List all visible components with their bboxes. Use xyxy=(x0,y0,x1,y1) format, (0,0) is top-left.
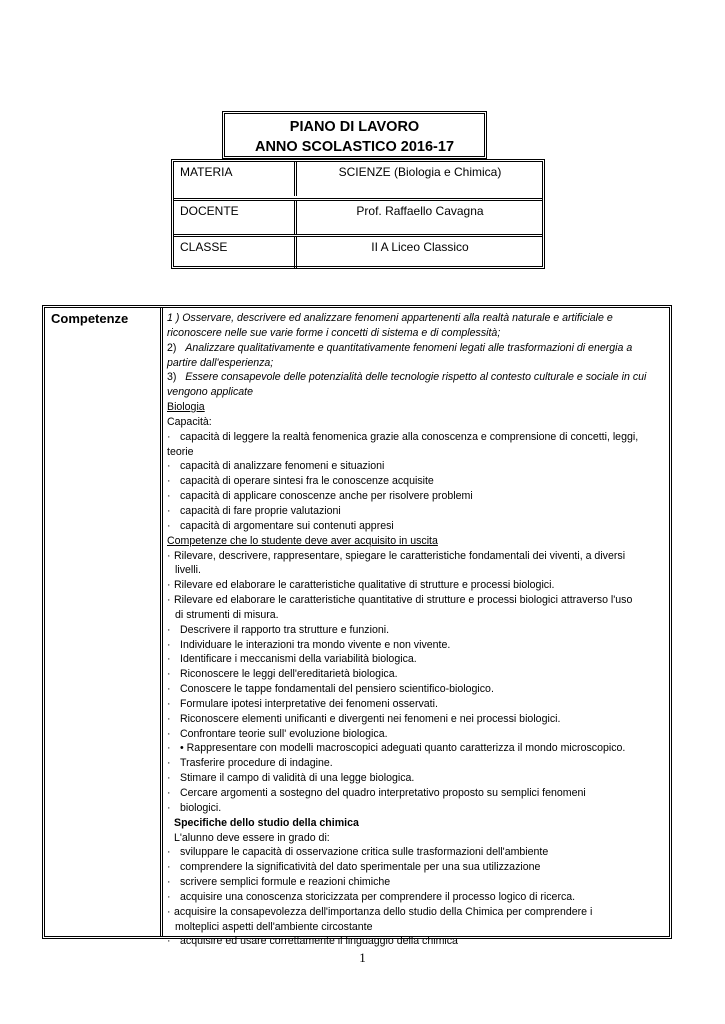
capacita-heading: Capacità: xyxy=(167,415,212,428)
list-item: · Stimare il campo di validità di una legge biologica. xyxy=(167,772,415,785)
competenze-heading: Competenze che lo studente deve aver acquisito in uscita xyxy=(167,534,438,547)
list-item: · capacità di leggere la realtà fenomenica grazie alla conoscenza e comprensione di concetti, leggi, xyxy=(167,430,639,443)
list-item: · Individuare le interazioni tra mondo vivente e non vivente. xyxy=(167,638,451,651)
list-item: · Riconoscere le leggi dell'ereditarietà biologica. xyxy=(167,668,398,681)
page-number: 1 xyxy=(359,950,366,965)
info-row-materia xyxy=(174,162,542,196)
info-row-docente xyxy=(174,198,542,235)
list-item: · capacità di analizzare fenomeni e situazioni xyxy=(167,460,385,473)
title-line-1: PIANO DI LAVORO xyxy=(289,119,420,135)
list-item: · capacità di fare proprie valutazioni xyxy=(167,504,341,517)
info-row-classe xyxy=(174,234,542,269)
chimica-heading: Specifiche dello studio della chimica xyxy=(174,816,359,829)
classe-value: II A Liceo Classico xyxy=(371,240,469,254)
list-item-cont: teorie xyxy=(167,445,194,458)
title-box xyxy=(222,111,487,159)
chimica-intro: L'alunno deve essere in grado di: xyxy=(174,831,330,844)
list-item: · Descrivere il rapporto tra strutture e funzioni. xyxy=(167,623,390,636)
list-item: · biologici. xyxy=(167,801,222,814)
list-item: · Rilevare ed elaborare le caratteristiche quantitative di strutture e processi biologici attraverso l'uso xyxy=(167,594,633,607)
intro-line: vengono applicate xyxy=(167,386,253,399)
materia-label: MATERIA xyxy=(180,165,233,179)
intro-line: 2) Analizzare qualitativamente e quantitativamente fenomeni legati alle trasformazioni di energia a xyxy=(167,341,633,354)
title-line-2: ANNO SCOLASTICO 2016-17 xyxy=(254,139,455,155)
list-item-cont: livelli. xyxy=(175,564,201,577)
list-item: · capacità di argomentare sui contenuti appresi xyxy=(167,519,394,532)
list-item: · Formulare ipotesi interpretative dei fenomeni osservati. xyxy=(167,697,438,710)
biologia-heading: Biologia xyxy=(167,401,205,414)
list-item: · capacità di operare sintesi fra le conoscenze acquisite xyxy=(167,475,434,488)
list-item: · acquisire la consapevolezza dell'importanza dello studio della Chimica per comprendere i xyxy=(167,905,593,918)
list-item-cont: di strumenti di misura. xyxy=(175,608,279,621)
list-item: · scrivere semplici formule e reazioni chimiche xyxy=(167,876,391,889)
list-item: · Confrontare teorie sull' evoluzione biologica. xyxy=(167,727,388,740)
list-item: · Rilevare, descrivere, rappresentare, spiegare le caratteristiche fondamentali dei viventi, a diversi xyxy=(167,549,626,562)
list-item: · acquisire ed usare correttamente il linguaggio della chimica xyxy=(167,935,458,948)
list-item: · Trasferire procedure di indagine. xyxy=(167,757,333,770)
list-item: · Conoscere le tappe fondamentali del pensiero scientifico-biologico. xyxy=(167,683,494,696)
info-table xyxy=(171,159,545,269)
intro-line: 3) Essere consapevole delle potenzialità delle tecnologie rispetto al contesto culturale e sociale in cui xyxy=(167,371,647,384)
intro-line: partire dall'esperienza; xyxy=(167,356,274,369)
list-item: · sviluppare le capacità di osservazione critica sulle trasformazioni dell'ambiente xyxy=(167,846,549,859)
docente-label: DOCENTE xyxy=(180,204,239,218)
list-item: · Rilevare ed elaborare le caratteristiche qualitative di strutture e processi biologici. xyxy=(167,579,555,592)
competenze-label: Competenze xyxy=(51,311,129,326)
list-item: · • Rappresentare con modelli macroscopici adeguati quanto caratterizza il mondo microscopico. xyxy=(167,742,626,755)
list-item: · Riconoscere elementi unificanti e divergenti nei fenomeni e nei processi biologici. xyxy=(167,712,561,725)
list-item: · acquisire una conoscenza storicizzata per comprendere il processo logico di ricerca. xyxy=(167,890,576,903)
list-item: · capacità di applicare conoscenze anche per risolvere problemi xyxy=(167,490,473,503)
list-item-cont: molteplici aspetti dell'ambiente circostante xyxy=(175,920,373,933)
docente-value: Prof. Raffaello Cavagna xyxy=(356,204,484,218)
classe-label: CLASSE xyxy=(180,240,228,254)
competenze-content xyxy=(167,311,667,949)
competenze-table xyxy=(42,305,672,948)
list-item: · Identificare i meccanismi della variabilità biologica. xyxy=(167,653,417,666)
intro-line: 1 ) Osservare, descrivere ed analizzare fenomeni appartenenti alla realtà naturale e artificiale e xyxy=(167,312,613,324)
list-item: · Cercare argomenti a sostegno del quadro interpretativo proposto su semplici fenomeni xyxy=(167,787,586,799)
list-item: · comprendere la significatività del dato sperimentale per una sua utilizzazione xyxy=(167,861,541,874)
materia-value: SCIENZE (Biologia e Chimica) xyxy=(338,165,502,179)
intro-line: riconoscere nelle sue varie forme i concetti di sistema e di complessità; xyxy=(167,326,501,339)
